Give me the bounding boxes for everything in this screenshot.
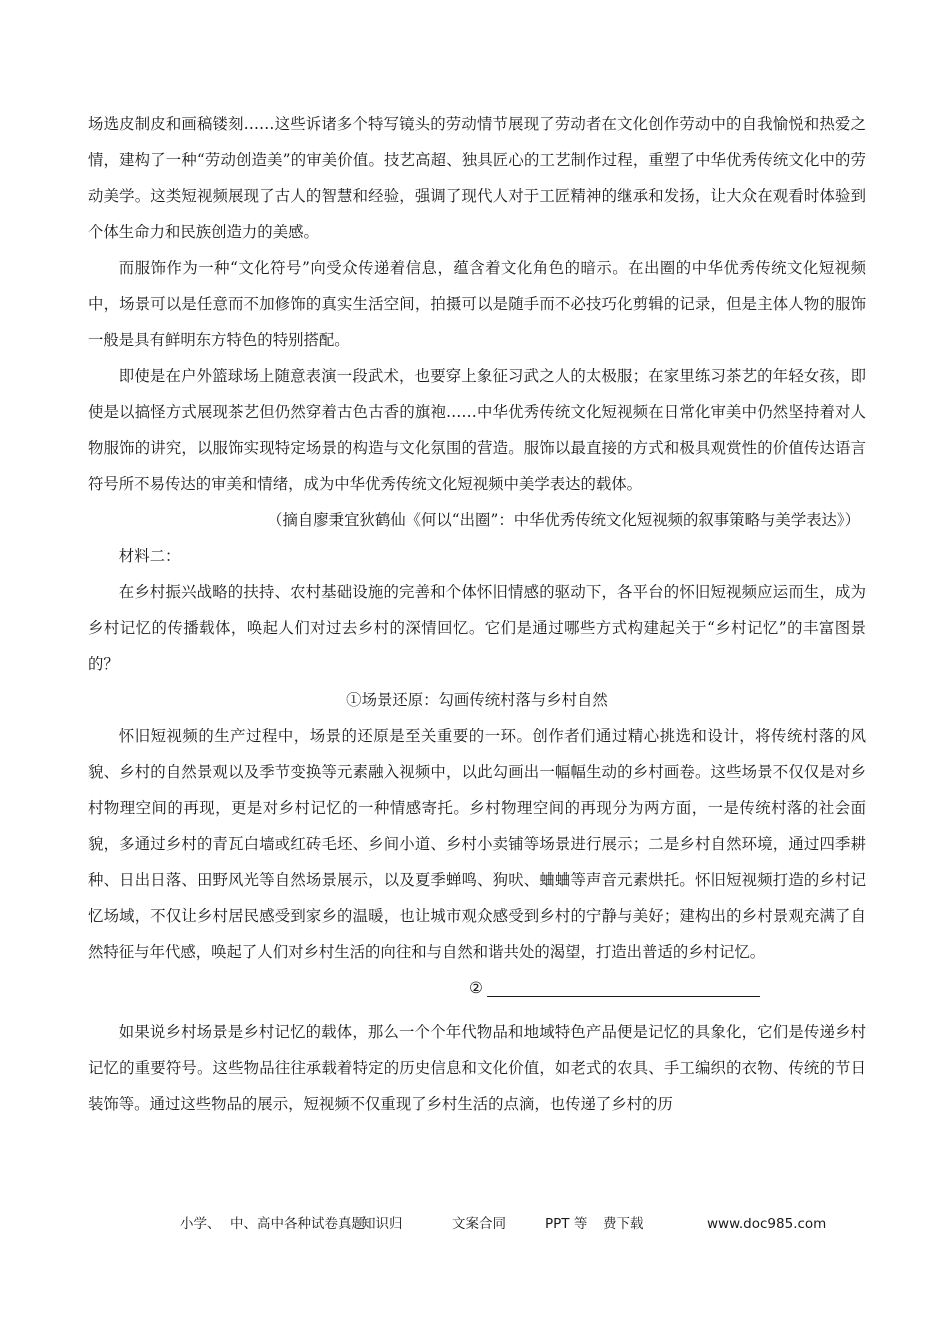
section-2-number: ② — [469, 979, 483, 997]
document-body — [88, 106, 866, 1122]
footer-part-1: 小学、 — [180, 1216, 221, 1232]
section-2-heading-blank — [88, 970, 866, 1006]
footer-website: www.doc985.com — [707, 1216, 827, 1232]
footer-part-4: 文案合同 — [452, 1216, 506, 1232]
material-2-intro: 在乡村振兴战略的扶持、农村基础设施的完善和个体怀旧情感的驱动下，各平台的怀旧短视频应运而生，成为乡村记忆的传播载体，唤起人们对过去乡村的深情回忆。它们是通过哪些方式构建起关于“乡村记忆”的丰富图景的？ — [88, 583, 866, 673]
section-1-text: 怀旧短视频的生产过程中，场景的还原是至关重要的一环。创作者们通过精心挑选和设计，将传统村落的风貌、乡村的自然景观以及季节变换等元素融入视频中，以此勾画出一幅幅生动的乡村画卷。这些场景不仅仅是对乡村物理空间的再现，更是对乡村记忆的一种情感寄托。乡村物理空间的再现分为两方面，一是传统村落的社会面貌，多通过乡村的青瓦白墙或红砖毛坯、乡间小道、乡村小卖铺等场景进行展示；二是乡村自然环境，通过四季耕种、日出日落、田野风光等自然场景展示，以及夏季蝉鸣、狗吠、蛐蛐等声音元素烘托。怀旧短视频打造的乡村记忆场域，不仅让乡村居民感受到家乡的温暖，也让城市观众感受到乡村的宁静与美好；建构出的乡村景观充满了自然特征与年代感，唤起了人们对乡村生活的向往和与自然和谐共处的渴望，打造出普适的乡村记忆。 — [88, 727, 866, 961]
section-2-text: 如果说乡村场景是乡村记忆的载体，那么一个个年代物品和地域特色产品便是记忆的具象化，它们是传递乡村记忆的重要符号。这些物品往往承载着特定的历史信息和文化价值，如老式的农具、手工编织的衣物、传统的节日装饰等。通过这些物品的展示，短视频不仅重现了乡村生活的点滴，也传递了乡村的历 — [88, 1023, 866, 1113]
paragraph-2: 而服饰作为一种“文化符号”向受众传递着信息，蕴含着文化角色的暗示。在出圈的中华优秀传统文化短视频中，场景可以是任意而不加修饰的真实生活空间，拍摄可以是随手而不必技巧化剪辑的记录，但是主体人物的服饰一般是具有鲜明东方特色的特别搭配。 — [88, 259, 866, 349]
paragraph-3: 即使是在户外篮球场上随意表演一段武术，也要穿上象征习武之人的太极服；在家里练习茶艺的年轻女孩，即使是以搞怪方式展现茶艺但仍然穿着古色古香的旗袍……中华优秀传统文化短视频在日常化审美中仍然坚持着对人物服饰的讲究，以服饰实现特定场景的构造与文化氛围的营造。服饰以最直接的方式和极具观赏性的价值传达语言符号所不易传达的审美和情绪，成为中华优秀传统文化短视频中美学表达的载体。 — [88, 367, 866, 493]
fill-in-blank-line — [487, 996, 760, 997]
footer-part-5: PPT 等 — [545, 1216, 588, 1232]
section-1-heading: ①场景还原：勾画传统村落与乡村自然 — [346, 691, 608, 709]
footer-part-6: 费下载 — [603, 1216, 644, 1232]
source-citation: （摘自廖秉宜狄鹤仙《何以“出圈”：中华优秀传统文化短视频的叙事策略与美学表达》） — [267, 511, 860, 529]
footer-part-3: 知识归 — [362, 1216, 403, 1232]
footer-part-2: 中、高中各种试卷真题 — [230, 1216, 365, 1232]
page-footer — [180, 1212, 880, 1236]
material-2-label: 材料二： — [118, 547, 181, 565]
paragraph-1: 场选皮制皮和画稿镂刻……这些诉诸多个特写镜头的劳动情节展现了劳动者在文化创作劳动中的自我愉悦和热爱之情，建构了一种“劳动创造美”的审美价值。技艺高超、独具匠心的工艺制作过程，重塑了中华优秀传统文化中的劳动美学。这类短视频展现了古人的智慧和经验，强调了现代人对于工匠精神的继承和发扬，让大众在观看时体验到个体生命力和民族创造力的美感。 — [88, 115, 866, 241]
